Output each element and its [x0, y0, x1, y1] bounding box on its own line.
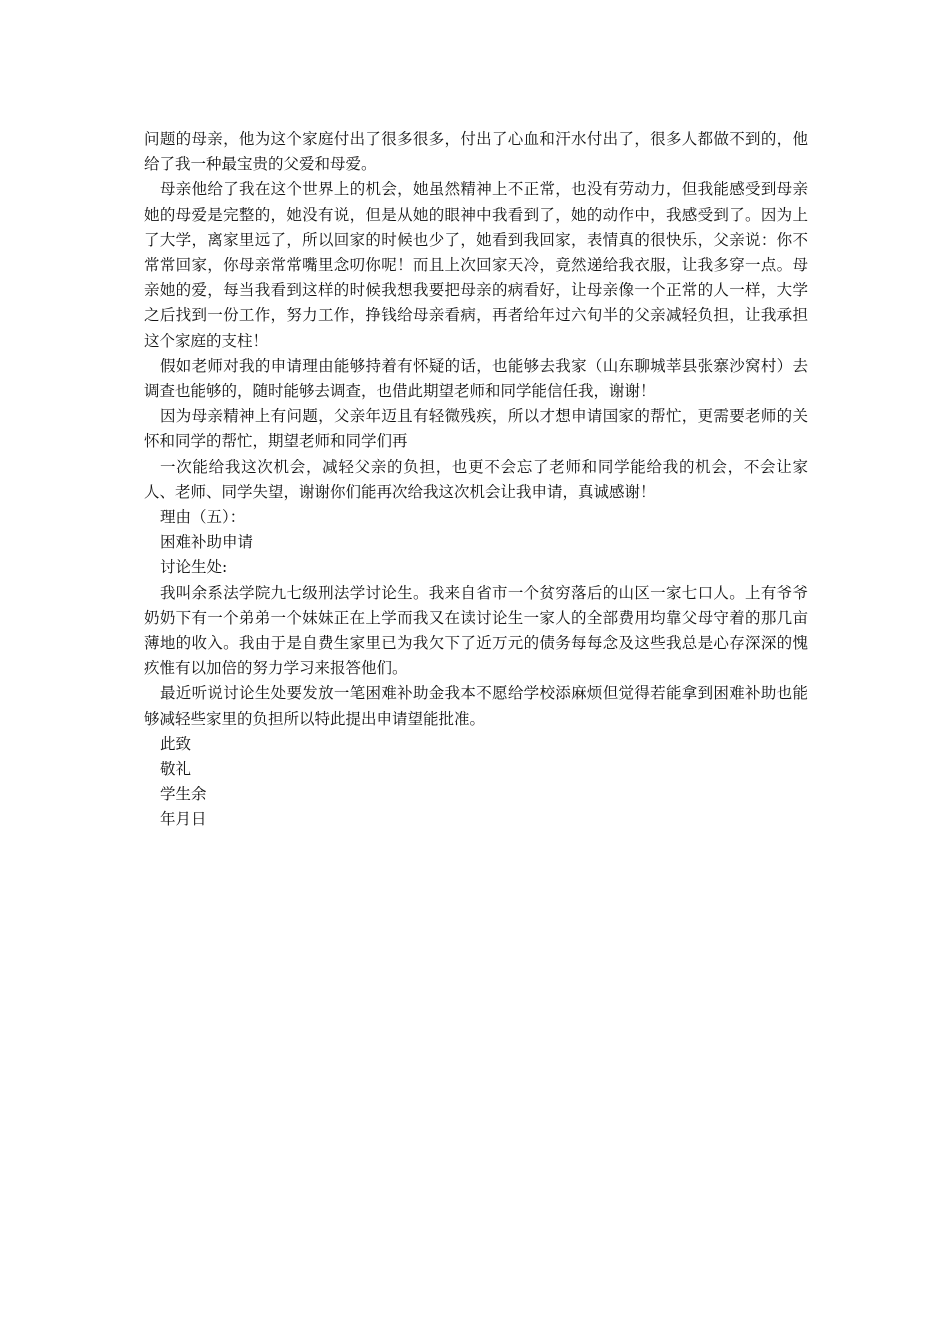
paragraph-request: 一次能给我这次机会，减轻父亲的负担，也更不会忘了老师和同学能给我的机会，不会让家人、老师、同学失望，谢谢你们能再次给我这次机会让我申请，真诚感谢！ [144, 457, 808, 501]
paragraph-continuation: 问题的母亲，他为这个家庭付出了很多很多，付出了心血和汗水付出了，很多人都做不到的，他给了我一种最宝贵的父爱和母爱。 [144, 130, 808, 174]
paragraph-introduction: 我叫余系法学院九七级刑法学讨论生。我来自省市一个贫穷落后的山区一家七口人。上有爷爷奶奶下有一个弟弟一个妹妹正在上学而我又在读讨论生一家人的全部费用均靠父母守着的那几亩薄地的收入。我由于是自费生家里已为我欠下了近万元的债务每每念及这些我总是心存深深的愧疚惟有以加倍的努力学习来报答他们。 [144, 583, 808, 678]
paragraph-investigation: 假如老师对我的申请理由能够持着有怀疑的话，也能够去我家（山东聊城莘县张寨沙窝村）去调查也能够的，随时能够去调查，也借此期望老师和同学能信任我，谢谢！ [144, 356, 808, 401]
salutation: 讨论生处: [160, 558, 228, 577]
paragraph-reason: 因为母亲精神上有问题，父亲年迈且有轻微残疾，所以才想申请国家的帮忙，更需要老师的关怀和同学的帮忙，期望老师和同学们再 [144, 407, 808, 451]
closing-line: 此致 [160, 734, 192, 753]
signature: 学生余 [160, 785, 207, 804]
document-body [144, 127, 808, 833]
closing-regards: 敬礼 [160, 760, 192, 779]
paragraph-application: 最近听说讨论生处要发放一笔困难补助金我本不愿给学校添麻烦但觉得若能拿到困难补助也能够减轻些家里的负担所以特此提出申请望能批准。 [144, 684, 808, 728]
section-heading: 理由（五）： [160, 508, 246, 527]
date-line: 年月日 [160, 810, 207, 829]
paragraph-mother: 母亲他给了我在这个世界上的机会，她虽然精神上不正常，也没有劳动力，但我能感受到母亲她的母爱是完整的，她没有说，但是从她的眼神中我看到了，她的动作中，我感受到了。因为上了大学，离家里远了，所以回家的时候也少了，她看到我回家，表情真的很快乐，父亲说：你不常常回家，你母亲常常嘴里念叨你呢！而且上次回家天冷，竟然递给我衣服，让我多穿一点。母亲她的爱，每当我看到这样的时候我想我要把母亲的病看好，让母亲像一个正常的人一样，大学之后找到一份工作，努力工作，挣钱给母亲看病，再者给年过六旬半的父亲减轻负担，让我承担这个家庭的支柱！ [144, 180, 808, 350]
application-title: 困难补助申请 [160, 533, 254, 552]
